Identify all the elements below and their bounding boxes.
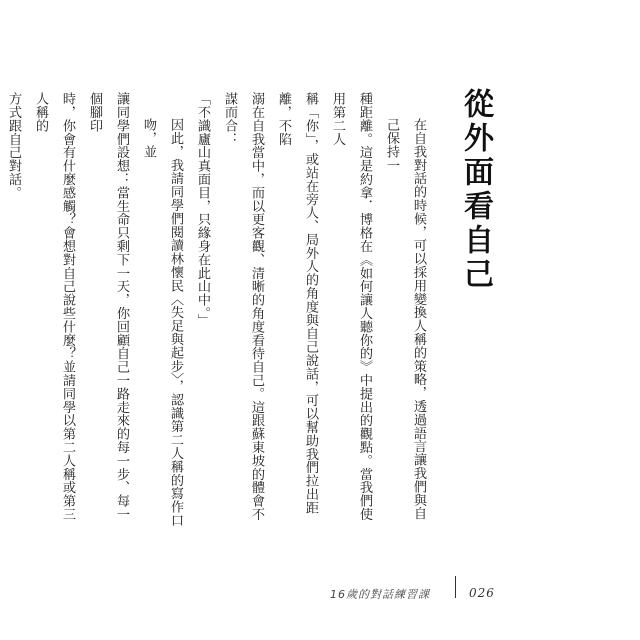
page-number: 026 — [469, 586, 495, 600]
paragraph-line: 溺在自我當中，而以更客觀、清晰的角度看待自己。這跟蘇東坡的體會不謀而合： — [222, 92, 264, 521]
quote-line: 「不識廬山真面目，只緣身在此山中。」 — [195, 92, 210, 327]
paragraph-line: 種距離。這是約拿．博格在《如何讓人聽你的》中提出的觀點。當我們使用第二人 — [330, 92, 372, 521]
running-footer-title: 16歲的對話練習課 — [330, 588, 430, 601]
paragraph-line: 方式跟自己對話。 — [6, 92, 21, 200]
chapter-title: 從外面看自己 — [458, 88, 493, 292]
footer-divider — [455, 576, 456, 598]
body-text — [0, 92, 432, 532]
paragraph-line: 讓同學們設想：當生命只剩下一天，你回顧自己一路走來的每一步、每一個腳印 — [87, 92, 129, 521]
paragraph-line: 因此，我請同學們閱讀林懷民〈失足與起步〉，認識第二人稱的寫作口吻，並 — [141, 118, 183, 527]
paragraph-line: 在自我對話的時候，可以採用變換人稱的策略，透過語言讓我們與自己保持一 — [384, 118, 426, 520]
paragraph-line: 時，你會有什麼感觸？會想對自己說些什麼？並請同學以第二人稱或第三人稱的 — [33, 92, 75, 521]
paragraph-line: 稱「你」，或站在旁人、局外人的角度與自己說話，可以幫助我們拉出距離，不陷 — [276, 92, 318, 515]
